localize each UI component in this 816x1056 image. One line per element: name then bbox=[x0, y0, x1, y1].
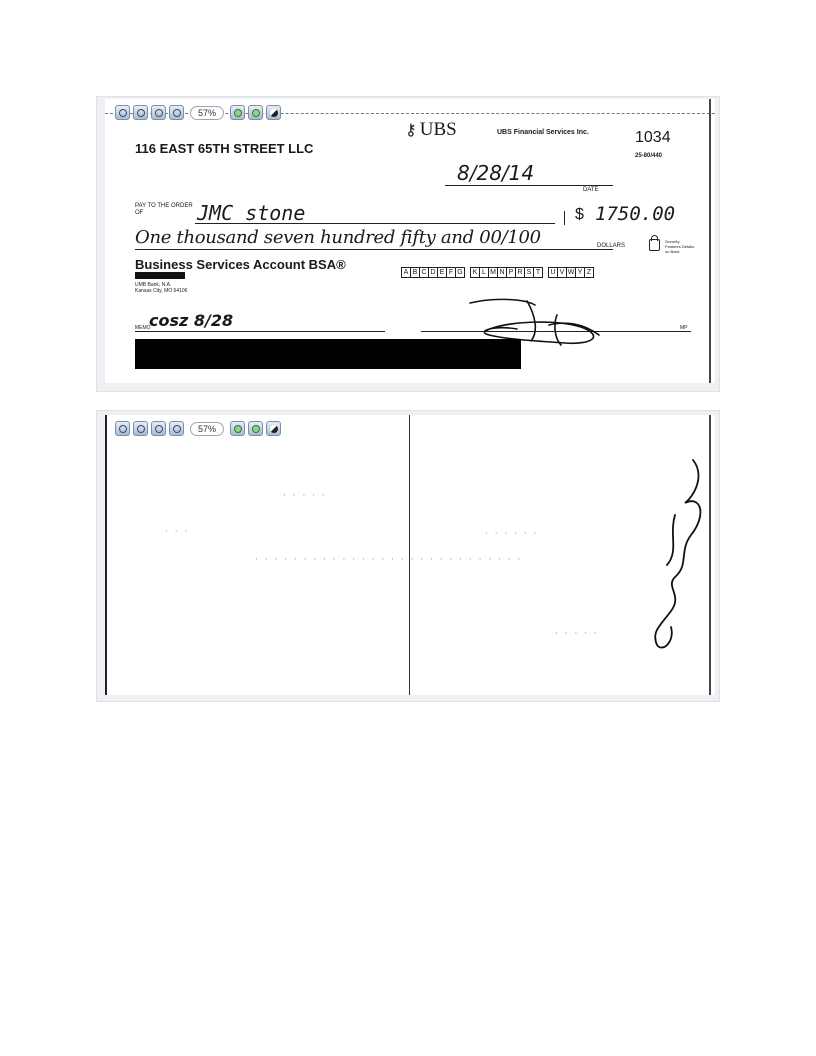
date-label: DATE bbox=[583, 187, 599, 193]
mp-label: MP bbox=[680, 325, 688, 331]
zoom-in-icon[interactable] bbox=[115, 421, 130, 436]
bank-address-line: UMB Bank, N.A. bbox=[135, 282, 172, 288]
check-front-panel bbox=[96, 96, 720, 392]
scan-edge bbox=[709, 415, 711, 695]
rotate-right-icon[interactable] bbox=[248, 105, 263, 120]
account-name: Business Services Account BSA® bbox=[135, 257, 346, 272]
alphabet-letter: N bbox=[497, 267, 507, 278]
date-line bbox=[445, 185, 613, 186]
check-back-image bbox=[105, 415, 715, 695]
alphabet-letter: D bbox=[428, 267, 438, 278]
alphabet-letter: P bbox=[506, 267, 516, 278]
alphabet-letter: L bbox=[479, 267, 489, 278]
bank-full-name: UBS Financial Services Inc. bbox=[497, 129, 589, 136]
alphabet-letter: U bbox=[548, 267, 558, 278]
zoom-actual-icon[interactable] bbox=[169, 105, 184, 120]
amount-words-line bbox=[135, 249, 613, 250]
faint-mark: · · · · · · · · · · · · · · · · · · · · · · · · · · · · bbox=[255, 555, 523, 565]
alphabet-group bbox=[548, 267, 593, 278]
alphabet-letter: M bbox=[488, 267, 498, 278]
amount-numeric: 1750.00 bbox=[595, 203, 676, 225]
alphabet-letter: A bbox=[401, 267, 411, 278]
alphabet-letter: B bbox=[410, 267, 420, 278]
alphabet-letter: T bbox=[533, 267, 543, 278]
alphabet-group bbox=[470, 267, 542, 278]
zoom-actual-icon[interactable] bbox=[169, 421, 184, 436]
alphabet-letter: S bbox=[524, 267, 534, 278]
faint-mark: · · · · · bbox=[555, 629, 599, 639]
alphabet-letter: F bbox=[446, 267, 456, 278]
alphabet-letter: E bbox=[437, 267, 447, 278]
zoom-level[interactable]: 57% bbox=[190, 422, 224, 436]
zoom-out-icon[interactable] bbox=[133, 105, 148, 120]
security-features-text: Security Features Details on Back. bbox=[665, 239, 695, 254]
payee-handwritten: JMC stone bbox=[197, 201, 306, 225]
faint-mark: · · · · · · bbox=[485, 529, 539, 539]
micr-redaction bbox=[135, 339, 521, 369]
date-handwritten: 8/28/14 bbox=[457, 161, 535, 185]
alphabet-letter: W bbox=[567, 269, 575, 276]
pay-to-label: PAY TO THE ORDER OF bbox=[135, 203, 193, 216]
alphabet-letter: K bbox=[470, 267, 480, 278]
check-front-image bbox=[105, 99, 715, 383]
rotate-right-icon[interactable] bbox=[248, 421, 263, 436]
endorsement-signature bbox=[645, 455, 709, 655]
payee-line bbox=[195, 223, 555, 224]
memo-line bbox=[135, 331, 385, 332]
zoom-fit-icon[interactable] bbox=[151, 421, 166, 436]
alphabet-letter: Y bbox=[575, 267, 585, 278]
faint-mark: · · · · · bbox=[283, 491, 327, 501]
amount-box-edge bbox=[553, 211, 565, 225]
bank-logo bbox=[405, 119, 457, 141]
zoom-level[interactable]: 57% bbox=[190, 106, 224, 120]
ink-toggle-icon[interactable] bbox=[266, 105, 281, 120]
memo-label: MEMO bbox=[135, 325, 151, 331]
scan-edge bbox=[709, 99, 711, 383]
zoom-fit-icon[interactable] bbox=[151, 105, 166, 120]
scan-edge bbox=[105, 415, 107, 695]
check-back-panel bbox=[96, 410, 720, 702]
check-number: 1034 bbox=[635, 129, 671, 146]
alphabet-boxes bbox=[401, 267, 593, 278]
bank-address bbox=[135, 282, 187, 294]
alphabet-group bbox=[401, 267, 464, 278]
dollars-label: DOLLARS bbox=[597, 243, 626, 249]
routing-fraction: 25-80/440 bbox=[635, 153, 663, 159]
amount-words: One thousand seven hundred fifty and 00/100 bbox=[135, 227, 541, 248]
company-name: 116 EAST 65TH STREET LLC bbox=[135, 141, 314, 156]
ink-toggle-icon[interactable] bbox=[266, 421, 281, 436]
zoom-out-icon[interactable] bbox=[133, 421, 148, 436]
viewer-toolbar bbox=[115, 421, 281, 436]
alphabet-letter: V bbox=[557, 267, 567, 278]
faint-mark: · · · bbox=[165, 527, 190, 537]
zoom-in-icon[interactable] bbox=[115, 105, 130, 120]
viewer-toolbar bbox=[115, 105, 281, 120]
alphabet-letter: R bbox=[515, 267, 525, 278]
keys-icon: ⚷ bbox=[405, 122, 417, 139]
rotate-left-icon[interactable] bbox=[230, 105, 245, 120]
bank-address-line: Kansas City, MO 64106 bbox=[135, 288, 188, 294]
rotate-left-icon[interactable] bbox=[230, 421, 245, 436]
alphabet-letter: Z bbox=[584, 267, 594, 278]
alphabet-letter: G bbox=[455, 267, 465, 278]
lock-icon bbox=[649, 239, 660, 251]
bank-logo-text: UBS bbox=[419, 119, 457, 140]
memo-handwritten: cosz 8/28 bbox=[149, 311, 234, 330]
account-redaction bbox=[135, 272, 185, 279]
dollar-sign: $ bbox=[575, 206, 584, 223]
alphabet-letter: C bbox=[419, 267, 429, 278]
